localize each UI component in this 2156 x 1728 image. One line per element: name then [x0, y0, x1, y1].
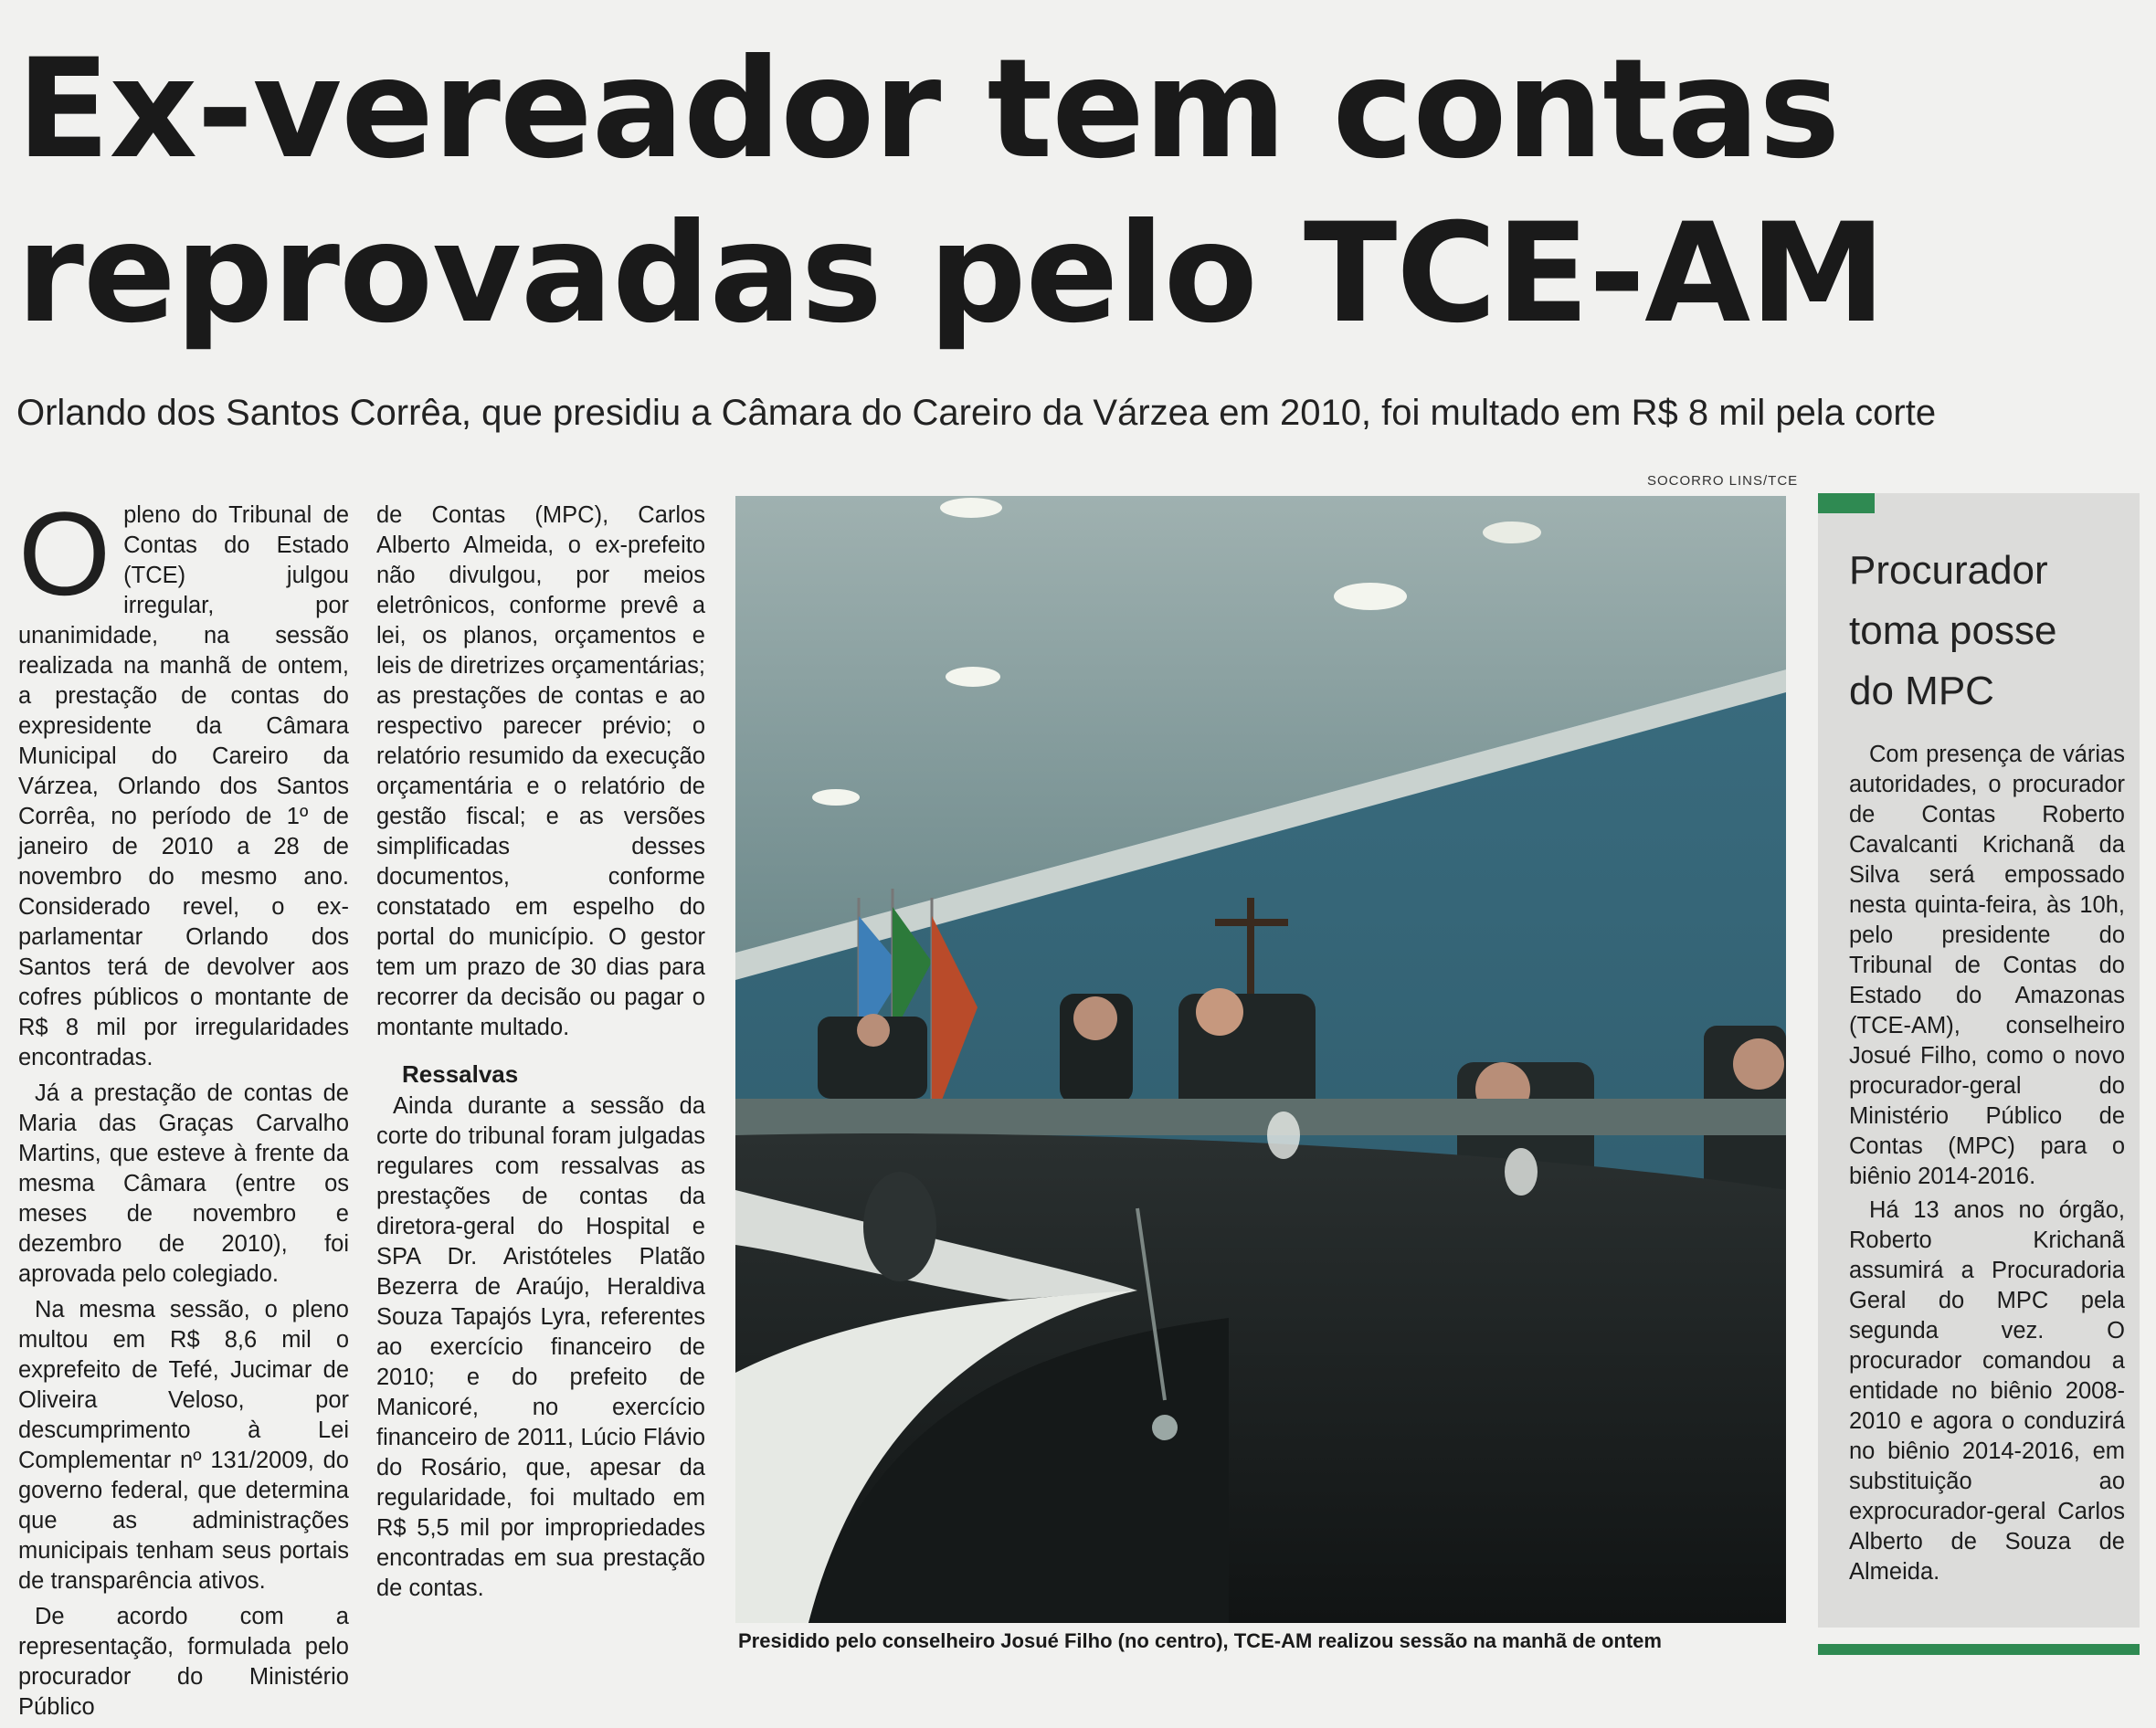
session-photo [735, 496, 1786, 1623]
sidebar-box [1818, 493, 2140, 1628]
photo-caption: Presidido pelo conselheiro Josué Filho (no centro), TCE-AM realizou sessão na manhã de ontem [738, 1629, 1662, 1652]
sidebar-title-line-1: Procurador [1849, 548, 2048, 593]
article-column-1 [18, 487, 349, 1728]
article-paragraph: De acordo com a representação, formulada pelo procurador do Ministério Público [18, 1604, 349, 1720]
article-paragraph: pleno do Tribunal de Contas do Estado (TCE) julgou irregular, por unanimidade, na sessão realizada na manhã de ontem, a prestação de contas do expresidente da Câmara Municipal do Careiro da Várzea, Orlando dos Santos Corrêa, no período de 1º de janeiro de 2010 a 28 de novembro do mesmo ano. Considerado revel, o ex-parlamentar Orlando dos Santos terá de devolver aos cofres públicos o montante de R$ 8 mil por irregularidades encontradas. [18, 502, 349, 1070]
section-subtitle: Ressalvas [402, 1060, 519, 1088]
sidebar-title-line-2: toma posse [1849, 608, 2057, 653]
sidebar-body [1849, 740, 2125, 1591]
article-paragraph: Já a prestação de contas de Maria das Graças Carvalho Martins, que esteve à frente da mesma Câmara (entre os meses de novembro e dezembro de 2010), foi aprovada pelo colegiado. [18, 1080, 349, 1287]
headline [16, 27, 2145, 356]
sidebar-bottom-bar [1818, 1644, 2140, 1655]
drop-cap: O [18, 487, 111, 620]
sidebar-title-line-3: do MPC [1849, 669, 1994, 713]
article-column-2 [376, 500, 705, 1609]
subheadline: Orlando dos Santos Corrêa, que presidiu a Câmara do Careiro da Várzea em 2010, foi multado em R$ 8 mil pela corte [16, 393, 1937, 433]
sidebar-paragraph: Com presença de várias autoridades, o procurador de Contas Roberto Cavalcanti Krichanã da Silva será empossado nesta quinta-feira, às 10h, pelo presidente do Tribunal de Contas do Estado do Amazonas (TCE-AM), conselheiro Josué Filho, como o novo procurador-geral do Ministério Público de Contas (MPC) para o biênio 2014-2016. [1849, 742, 2125, 1189]
article-paragraph: Na mesma sessão, o pleno multou em R$ 8,6 mil o exprefeito de Tefé, Jucimar de Oliveira Veloso, por descumprimento à Lei Complementar nº 131/2009, do governo federal, que determina que as administrações municipais tenham seus portais de transparência ativos. [18, 1297, 349, 1594]
headline-line-2: reprovadas pelo TCE-AM [16, 195, 1886, 353]
photo-credit: SOCORRO LINS/TCE [1647, 473, 1799, 489]
article-paragraph: de Contas (MPC), Carlos Alberto Almeida, o ex-prefeito não divulgou, por meios eletrônicos, conforme prevê a lei, os planos, orçamentos e leis de diretrizes orçamentárias; as prestações de contas e ao respectivo parecer prévio; o relatório resumido da execução orçamentária e o relatório de gestão fiscal; e as versões simplificadas desses documentos, conforme constatado em espelho do portal do município. O gestor tem um prazo de 30 dias para recorrer da decisão ou pagar o montante multado. [376, 502, 705, 1040]
session-photo-illustration [735, 496, 1786, 1623]
sidebar-accent-bar [1818, 493, 1875, 513]
headline-line-1: Ex-vereador tem contas [16, 30, 1840, 189]
article-paragraph: Ainda durante a sessão da corte do tribunal foram julgadas regulares com ressalvas as prestações de contas da diretora-geral do Hospital e SPA Dr. Aristóteles Platão Bezerra de Araújo, Heraldiva Souza Tapajós Lyra, referentes ao exercício financeiro de 2010; e do prefeito de Manicoré, no exercício financeiro de 2011, Lúcio Flávio do Rosário, que, apesar da regularidade, foi multado em R$ 5,5 mil por impropriedades encontradas em sua prestação de contas. [376, 1093, 705, 1601]
sidebar-paragraph: Há 13 anos no órgão, Roberto Krichanã assumirá a Procuradoria Geral do MPC pela segunda vez. O procurador comandou a entidade no biênio 2008-2010 e agora o conduzirá no biênio 2014-2016, em substituição ao exprocurador-geral Carlos Alberto de Souza de Almeida. [1849, 1197, 2125, 1585]
sidebar-title [1849, 541, 2123, 722]
